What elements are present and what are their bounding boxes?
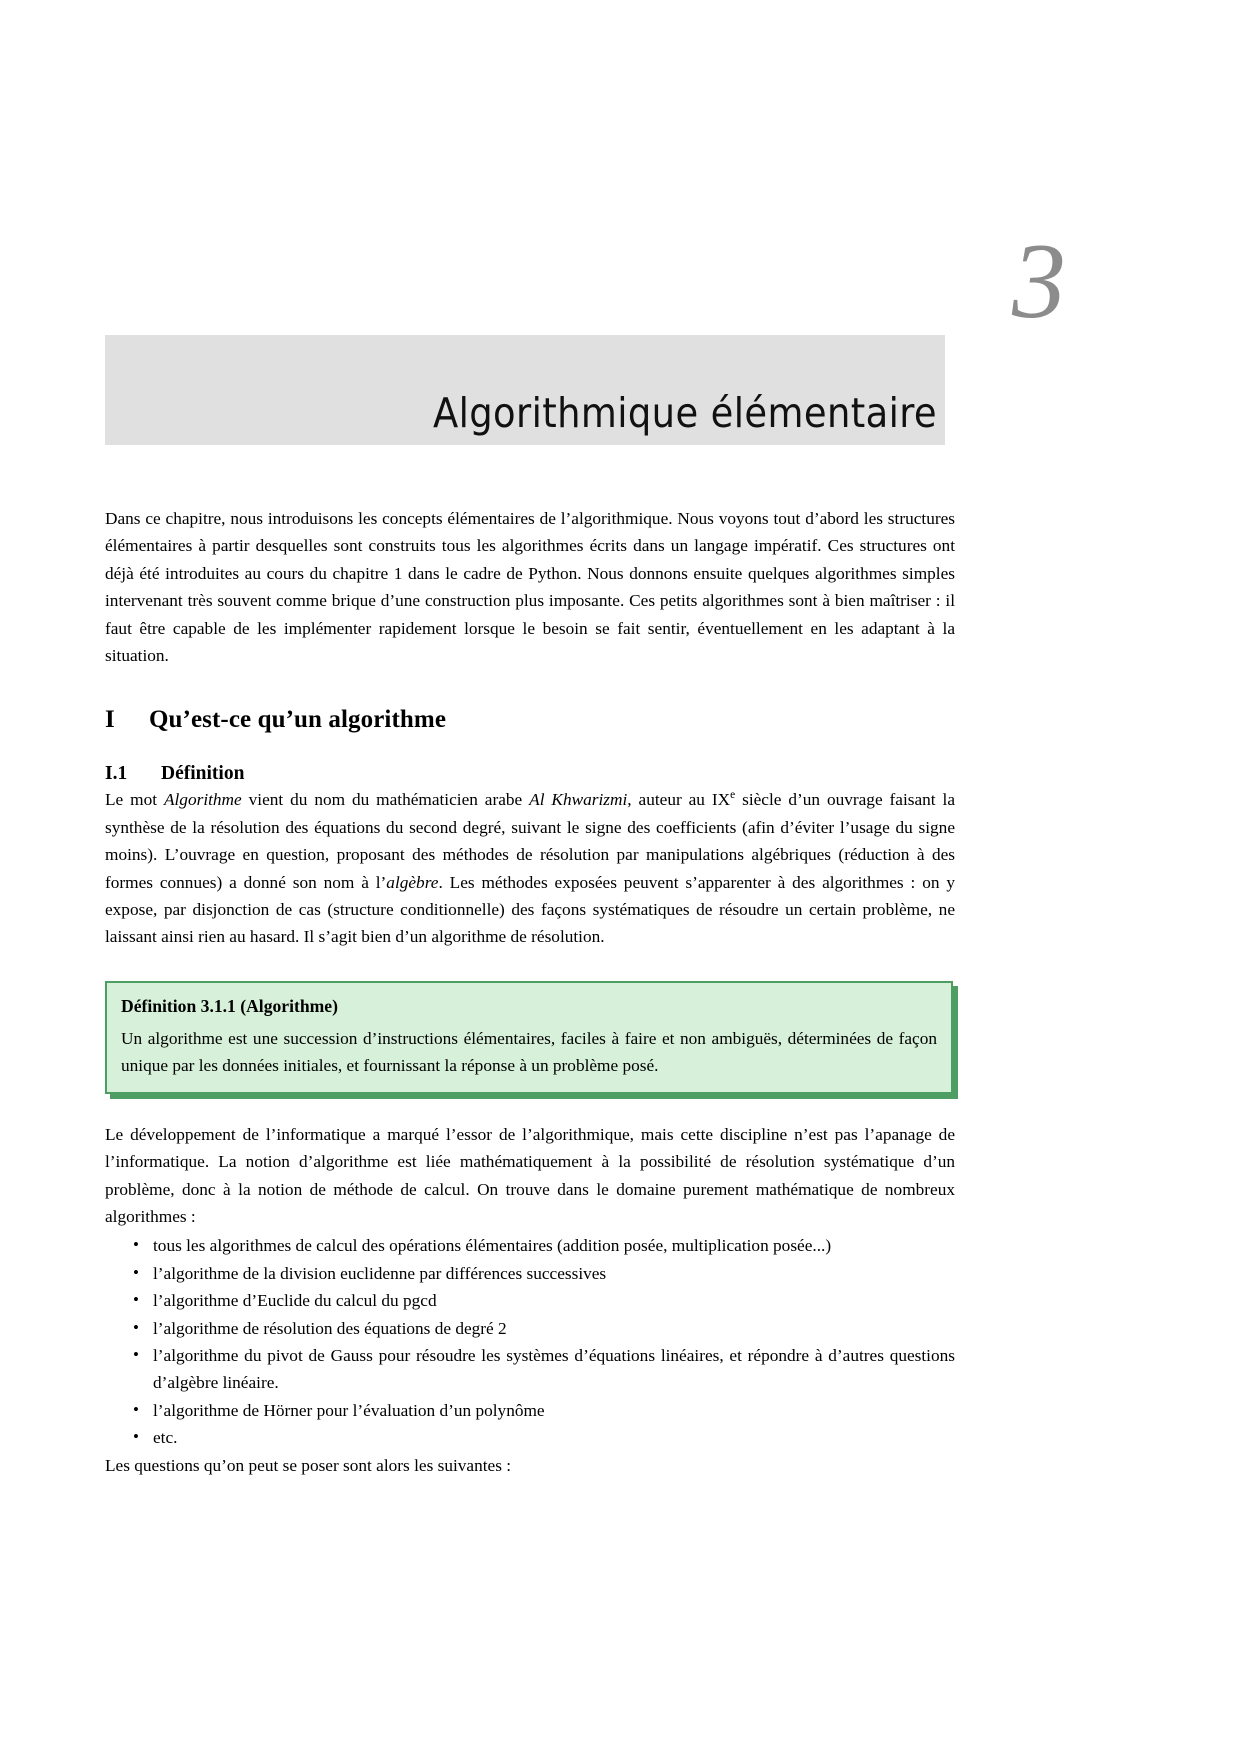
algorithm-examples-list	[105, 1232, 955, 1451]
developpement-paragraph: Le développement de l’informatique a marqué l’essor de l’algorithmique, mais cette discipline n’est pas l’apanage de l’informatique. La notion d’algorithme est liée mathématiquement à la possibilité de résolution systématique d’un problème, donc à la notion de méthode de calcul. On trouve dans le domaine purement mathématique de nombreux algorithmes :	[105, 1124, 955, 1226]
list-item: • tous les algorithmes de calcul des opérations élémentaires (addition posée, multiplication posée...)	[105, 1232, 955, 1259]
list-item: • etc.	[105, 1424, 955, 1451]
definition-box-panel	[105, 981, 953, 1094]
chapter-header-band	[105, 335, 945, 445]
chapter-number: 3	[1012, 222, 1066, 341]
definition-box	[105, 981, 953, 1094]
list-item: • l’algorithme du pivot de Gauss pour résoudre les systèmes d’équations linéaires, et répondre à d’autres questions d’algèbre linéaire.	[105, 1342, 955, 1397]
intro-paragraph: Dans ce chapitre, nous introduisons les concepts élémentaires de l’algorithmique. Nous voyons tout d’abord les structures élémentaires à partir desquelles sont construits tous les algorithmes écrits dans un langage impératif. Ces structures ont déjà été introduites au cours du chapitre 1 dans le cadre de Python. Nous donnons ensuite quelques algorithmes simples intervenant très souvent comme brique d’une construction plus imposante. Ces petits algorithmes sont à bien maîtriser : il faut être capable de les implémenter rapidement lorsque le besoin se fait sentir, éventuellement en les adaptant à la situation.	[105, 509, 955, 666]
ordinal-suffix: e	[730, 789, 736, 802]
list-item: • l’algorithme de Hörner pour l’évaluation d’un polynôme	[105, 1397, 955, 1424]
definition-body: Un algorithme est une succession d’instructions élémentaires, faciles à faire et non ambiguës, déterminées de façon unique par les données initiales, et fournissant la réponse à un problème posé.	[121, 1028, 937, 1076]
list-item: • l’algorithme de résolution des équations de degré 2	[105, 1315, 955, 1342]
text-run: , auteur au IX	[627, 790, 731, 810]
text-run: siècle d’un ouvrage faisant la synthèse de la résolution des équations du second degré, suivant le signe des coefficients (afin d’éviter l’usage du signe moins). L’ouvrage en question, proposant des méthodes de résolution par manipulations algébriques (réduction à des formes connues) a donné son nom à l’	[105, 790, 955, 892]
subsection-title: Définition	[161, 763, 245, 785]
emphasis-algebre: algèbre	[386, 872, 439, 892]
subsection-heading	[105, 762, 955, 786]
text-run: vient du nom du mathématicien arabe	[241, 790, 530, 810]
algorithme-origin-paragraph	[105, 786, 955, 950]
section-heading	[105, 705, 955, 735]
page-content	[105, 505, 955, 1479]
section-number: I	[105, 706, 115, 734]
definition-title: Définition 3.1.1 (Algorithme)	[121, 995, 338, 1016]
text-run: Le mot	[105, 790, 164, 810]
section-title: Qu’est-ce qu’un algorithme	[149, 706, 447, 734]
list-item: • l’algorithme de la division euclidenne par différences successives	[105, 1260, 955, 1287]
questions-paragraph: Les questions qu’on peut se poser sont alors les suivantes :	[105, 1455, 512, 1475]
emphasis-al-khwarizmi: Al Khwarizmi	[529, 790, 628, 810]
text-run: . Les méthodes exposées peuvent s’apparenter à des algorithmes : on y expose, par disjonction de cas (structure conditionnelle) des façons systématiques de résoudre un certain problème, ne laissant ainsi rien au hasard. Il s’agit bien d’un algorithme de résolution.	[105, 872, 955, 947]
list-item: • l’algorithme d’Euclide du calcul du pgcd	[105, 1287, 955, 1314]
chapter-title: Algorithmique élémentaire	[432, 389, 937, 437]
subsection-number: I.1	[105, 763, 128, 785]
emphasis-algorithme: Algorithme	[163, 790, 242, 810]
